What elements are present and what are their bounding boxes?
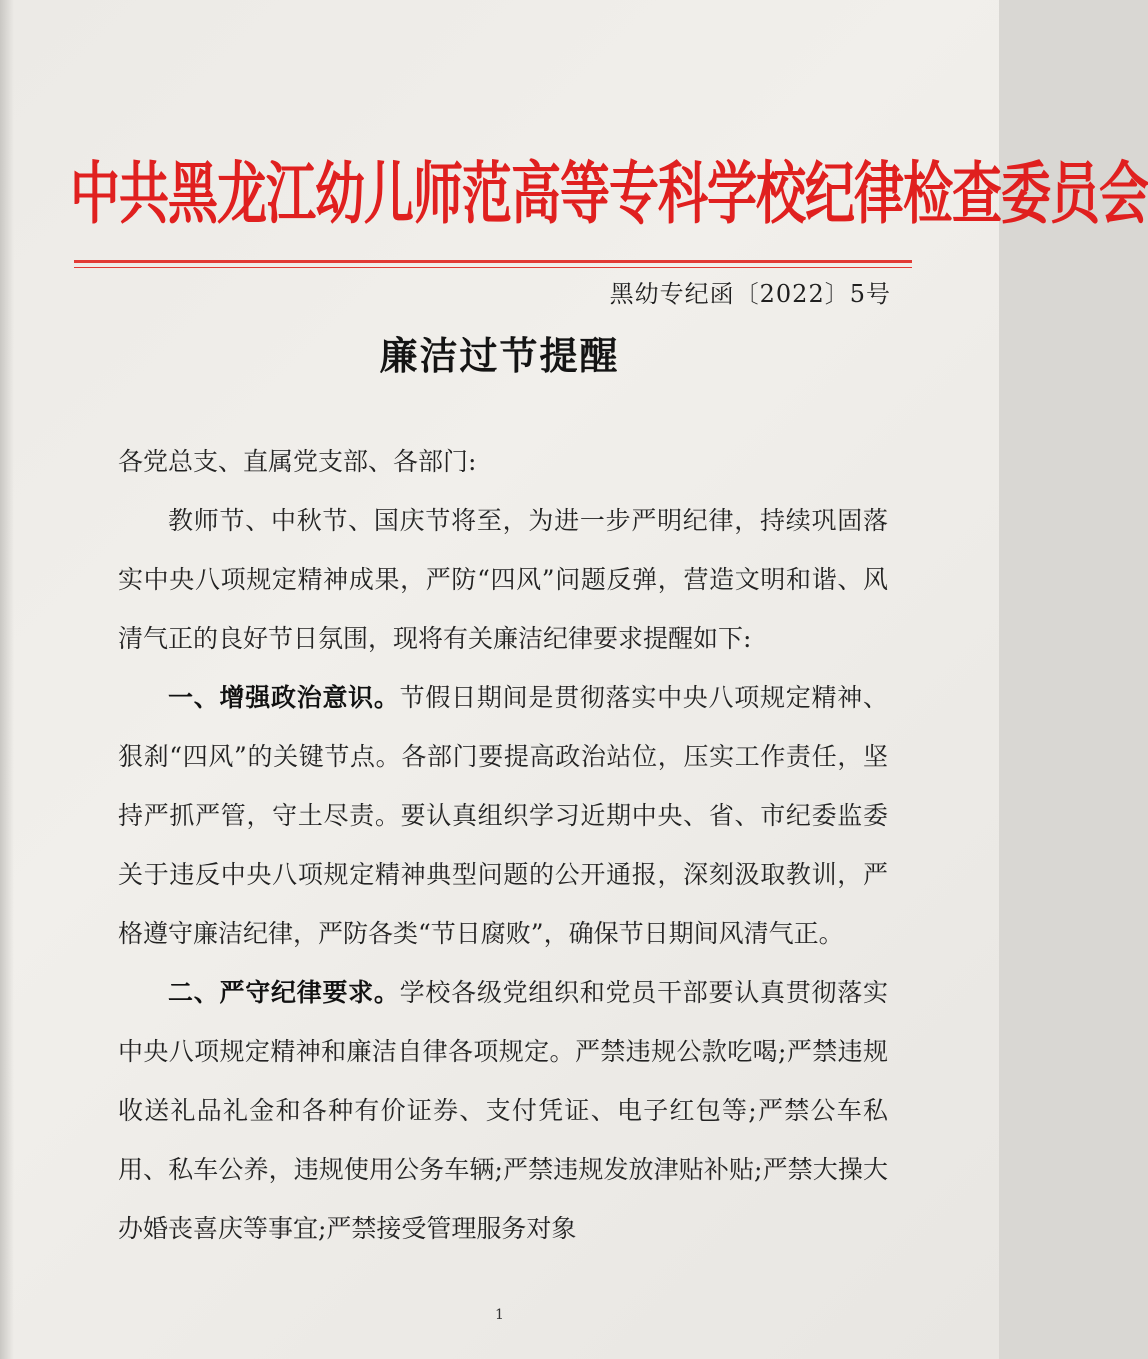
section-text-2: 学校各级党组织和党员干部要认真贯彻落实中央八项规定精神和廉洁自律各项规定。严禁违规公款吃喝;严禁违规收送礼品礼金和各种有价证券、支付凭证、电子红包等;严禁公车私用、私车公养，违规使用公务车辆;严禁违规发放津贴补贴;严禁大操大办婚丧喜庆等事宜;严禁接受管理服务对象 [118,978,888,1243]
section-paragraph-2 [118,963,888,1258]
page-edge-shadow [0,0,14,1359]
red-header-rule [74,260,912,263]
red-header-rule-thin [74,267,912,268]
section-heading-2: 二、严守纪律要求。 [168,978,400,1007]
document-body [118,432,888,1258]
section-text-1: 节假日期间是贯彻落实中央八项规定精神、狠刹“四风”的关键节点。各部门要提高政治站位，压实工作责任，坚持严抓严管，守土尽责。要认真组织学习近期中央、省、市纪委监委关于违反中央八项规定精神典型问题的公开通报，深刻汲取教训，严格遵守廉洁纪律，严防各类“节日腐败”，确保节日期间风清气正。 [118,683,888,948]
intro-paragraph: 教师节、中秋节、国庆节将至，为进一步严明纪律，持续巩固落实中央八项规定精神成果，严防“四风”问题反弹，营造文明和谐、风清气正的良好节日氛围，现将有关廉洁纪律要求提醒如下: [118,506,888,653]
page-number: 1 [495,1307,504,1323]
section-heading-1: 一、增强政治意识。 [168,683,400,712]
document-title: 廉洁过节提醒 [379,333,620,378]
document-number: 黑幼专纪函〔2022〕5号 [609,280,891,308]
salutation: 各党总支、直属党支部、各部门: [118,447,477,476]
issuing-organization-header: 中共黑龙江幼儿师范高等专科学校纪律检查委员会 [70,153,1148,234]
section-paragraph-1 [118,668,888,963]
